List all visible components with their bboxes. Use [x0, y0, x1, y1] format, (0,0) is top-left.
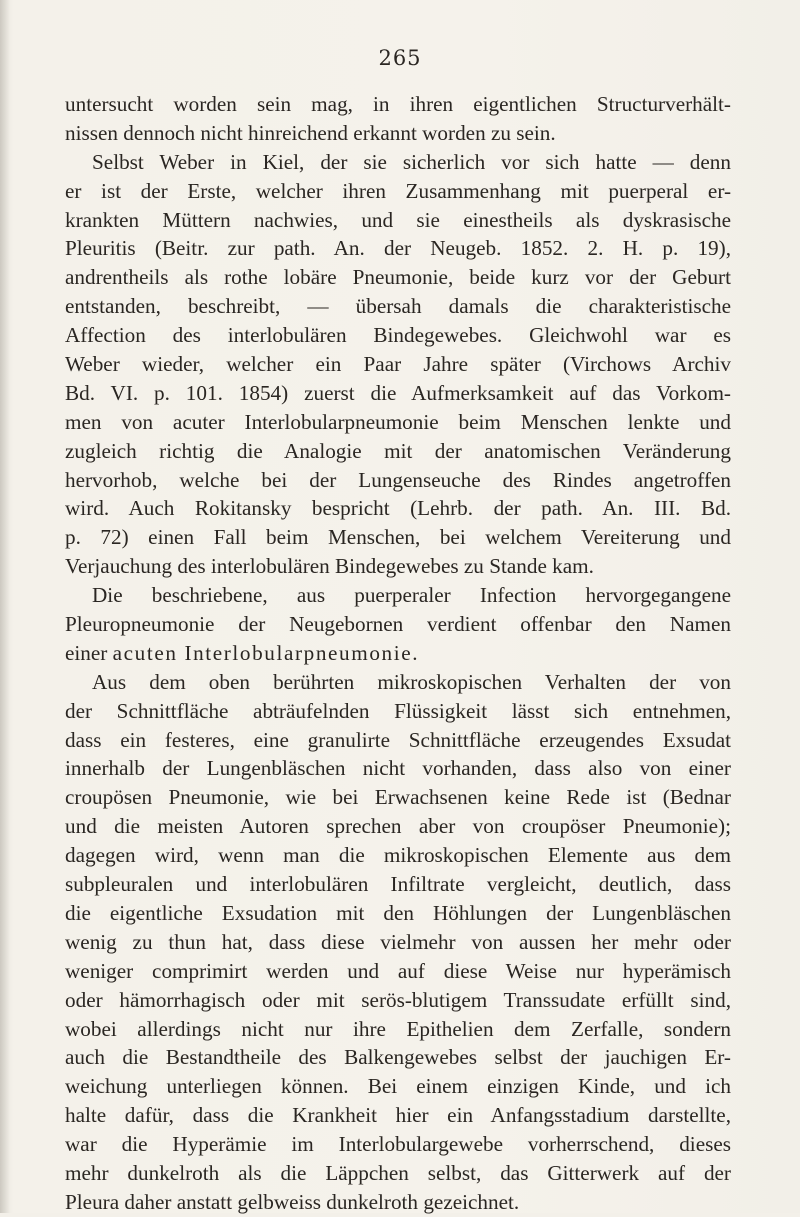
text-line: Pleura daher anstatt gelbweiss dunkelroth gezeichnet.: [65, 1189, 520, 1214]
text-line: und die meisten Autoren sprechen aber von croupöser Pneumonie);: [65, 814, 731, 839]
body-text: [65, 90, 731, 1217]
text-line: er ist der Erste, welcher ihren Zusammenhang mit puerperal er-: [65, 178, 731, 203]
text-line: croupösen Pneumonie, wie bei Erwachsenen keine Rede ist (Bednar: [65, 785, 731, 810]
text-line: dagegen wird, wenn man die mikroskopischen Elemente aus dem: [65, 843, 731, 868]
text-line: dass ein festeres, eine granulirte Schnittfläche erzeugendes Exsudat: [65, 727, 731, 752]
text-line: innerhalb der Lungenbläschen nicht vorhanden, dass also von einer: [65, 756, 731, 781]
text-line: zugleich richtig die Analogie mit der anatomischen Veränderung: [65, 438, 731, 463]
text-line: wenig zu thun hat, dass diese vielmehr von aussen her mehr oder: [65, 929, 731, 954]
page-number: 265: [378, 46, 422, 70]
text-line: weniger comprimirt werden und auf diese Weise nur hyperämisch: [65, 958, 731, 983]
text-line: entstanden, beschreibt, — übersah damals die charakteristische: [65, 294, 731, 319]
text-line: Verjauchung des interlobulären Bindegewebes zu Stande kam.: [65, 554, 594, 579]
text-line: nissen dennoch nicht hinreichend erkannt worden zu sein.: [65, 120, 556, 145]
text-line: Pleuropneumonie der Neugebornen verdient offenbar den Namen: [65, 612, 731, 637]
text-line: subpleuralen und interlobulären Infiltrate vergleicht, deutlich, dass: [65, 872, 731, 897]
text-line: auch die Bestandtheile des Balkengewebes selbst der jauchigen Er-: [65, 1045, 731, 1070]
text-line: men von acuter Interlobularpneumonie beim Menschen lenkte und: [65, 409, 731, 434]
text-line: Bd. VI. p. 101. 1854) zuerst die Aufmerksamkeit auf das Vorkom-: [65, 380, 731, 405]
text-line: andrentheils als rothe lobäre Pneumonie, beide kurz vor der Geburt: [65, 265, 731, 290]
text-line: Die beschriebene, aus puerperaler Infection hervorgegangene: [92, 583, 731, 608]
text-line: die eigentliche Exsudation mit den Höhlungen der Lungenbläschen: [65, 900, 731, 925]
text-line: Weber wieder, welcher ein Paar Jahre später (Virchows Archiv: [65, 352, 731, 377]
text-line: mehr dunkelroth als die Läppchen selbst, das Gitterwerk auf der: [65, 1160, 731, 1185]
text-line: wird. Auch Rokitansky bespricht (Lehrb. der path. An. III. Bd.: [65, 496, 731, 521]
text-line: Selbst Weber in Kiel, der sie sicherlich vor sich hatte — denn: [92, 149, 731, 174]
text-line: untersucht worden sein mag, in ihren eigentlichen Structurverhält-: [65, 92, 731, 116]
spine-shadow: [0, 0, 10, 1213]
text-line: weichung unterliegen können. Bei einem einzigen Kinde, und ich: [65, 1074, 731, 1099]
text-line: oder hämorrhagisch oder mit serös-blutigem Transsudate erfüllt sind,: [65, 987, 731, 1012]
text-line: Affection des interlobulären Bindegewebes. Gleichwohl war es: [65, 323, 731, 348]
text-line: der Schnittfläche abträufelnden Flüssigkeit lässt sich entnehmen,: [65, 698, 731, 723]
text-line: Aus dem oben berührten mikroskopischen Verhalten der von: [92, 669, 731, 694]
text-line: wobei allerdings nicht nur ihre Epithelien dem Zerfalle, sondern: [65, 1016, 731, 1041]
text-line: einer acuten Interlobularpneumonie.: [65, 640, 420, 665]
text-line: war die Hyperämie im Interlobulargewebe vorherrschend, dieses: [65, 1132, 731, 1157]
text-line: Pleuritis (Beitr. zur path. An. der Neugeb. 1852. 2. H. p. 19),: [65, 236, 731, 261]
text-line: p. 72) einen Fall beim Menschen, bei welchem Vereiterung und: [65, 525, 731, 550]
text-line: halte dafür, dass die Krankheit hier ein Anfangsstadium darstellte,: [65, 1103, 731, 1128]
text-line: krankten Müttern nachwies, und sie einestheils als dyskrasische: [65, 207, 731, 232]
text-line: hervorhob, welche bei der Lungenseuche des Rindes angetroffen: [65, 467, 731, 492]
